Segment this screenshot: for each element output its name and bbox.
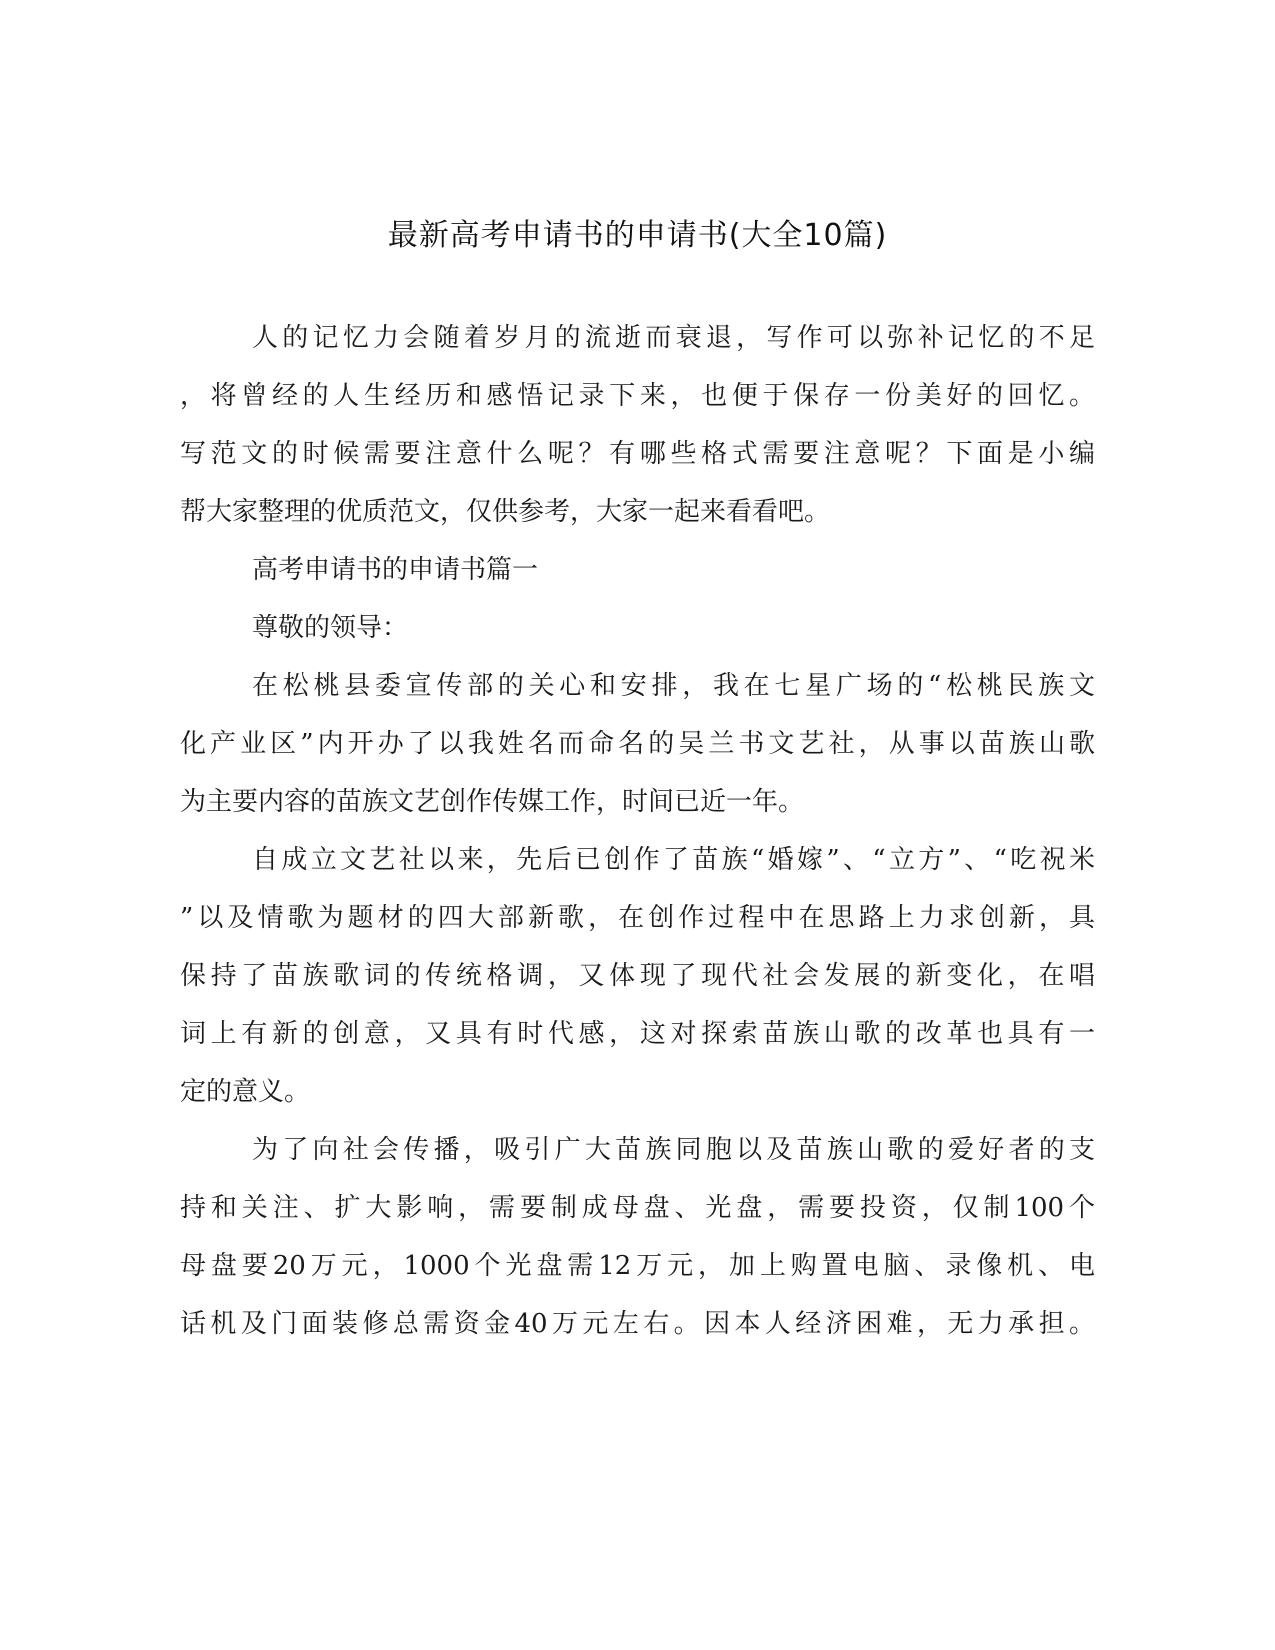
paragraph-line: 化产业区”内开办了以我姓名而命名的吴兰书文艺社，从事以苗族山歌 xyxy=(180,729,1095,759)
document-title: 最新高考申请书的申请书(大全10篇) xyxy=(387,218,888,253)
paragraph-line: 词上有新的创意，又具有时代感，这对探索苗族山歌的改革也具有一 xyxy=(180,1019,1095,1049)
paragraph-line: 母盘要20万元，1000个光盘需12万元，加上购置电脑、录像机、电 xyxy=(180,1251,1095,1281)
paragraph-line: 持和关注、扩大影响，需要制成母盘、光盘，需要投资，仅制100个 xyxy=(180,1193,1095,1223)
salutation: 尊敬的领导： xyxy=(252,613,409,643)
paragraph-line: 保持了苗族歌词的传统格调，又体现了现代社会发展的新变化，在唱 xyxy=(180,961,1095,991)
paragraph-line: 写范文的时候需要注意什么呢？有哪些格式需要注意呢？下面是小编 xyxy=(180,439,1095,469)
paragraph-line: ，将曾经的人生经历和感悟记录下来，也便于保存一份美好的回忆。 xyxy=(180,381,1095,411)
paragraph-line: 自成立文艺社以来，先后已创作了苗族“婚嫁”、“立方”、“吃祝米 xyxy=(252,845,1095,875)
paragraph-line: 人的记忆力会随着岁月的流逝而衰退，写作可以弥补记忆的不足 xyxy=(252,323,1095,353)
paragraph-line: 帮大家整理的优质范文，仅供参考，大家一起来看看吧。 xyxy=(180,497,831,527)
paragraph-line: 为主要内容的苗族文艺创作传媒工作，时间已近一年。 xyxy=(180,787,805,817)
paragraph-line: 为了向社会传播，吸引广大苗族同胞以及苗族山歌的爱好者的支 xyxy=(252,1135,1095,1165)
paragraph-line: 话机及门面装修总需资金40万元左右。因本人经济困难，无力承担。 xyxy=(180,1309,1095,1339)
paragraph-line: 在松桃县委宣传部的关心和安排，我在七星广场的“松桃民族文 xyxy=(252,671,1095,701)
paragraph-line: 定的意义。 xyxy=(180,1077,311,1107)
paragraph-line: ”以及情歌为题材的四大部新歌，在创作过程中在思路上力求创新，具 xyxy=(180,903,1095,933)
section-heading: 高考申请书的申请书篇一 xyxy=(252,555,539,585)
